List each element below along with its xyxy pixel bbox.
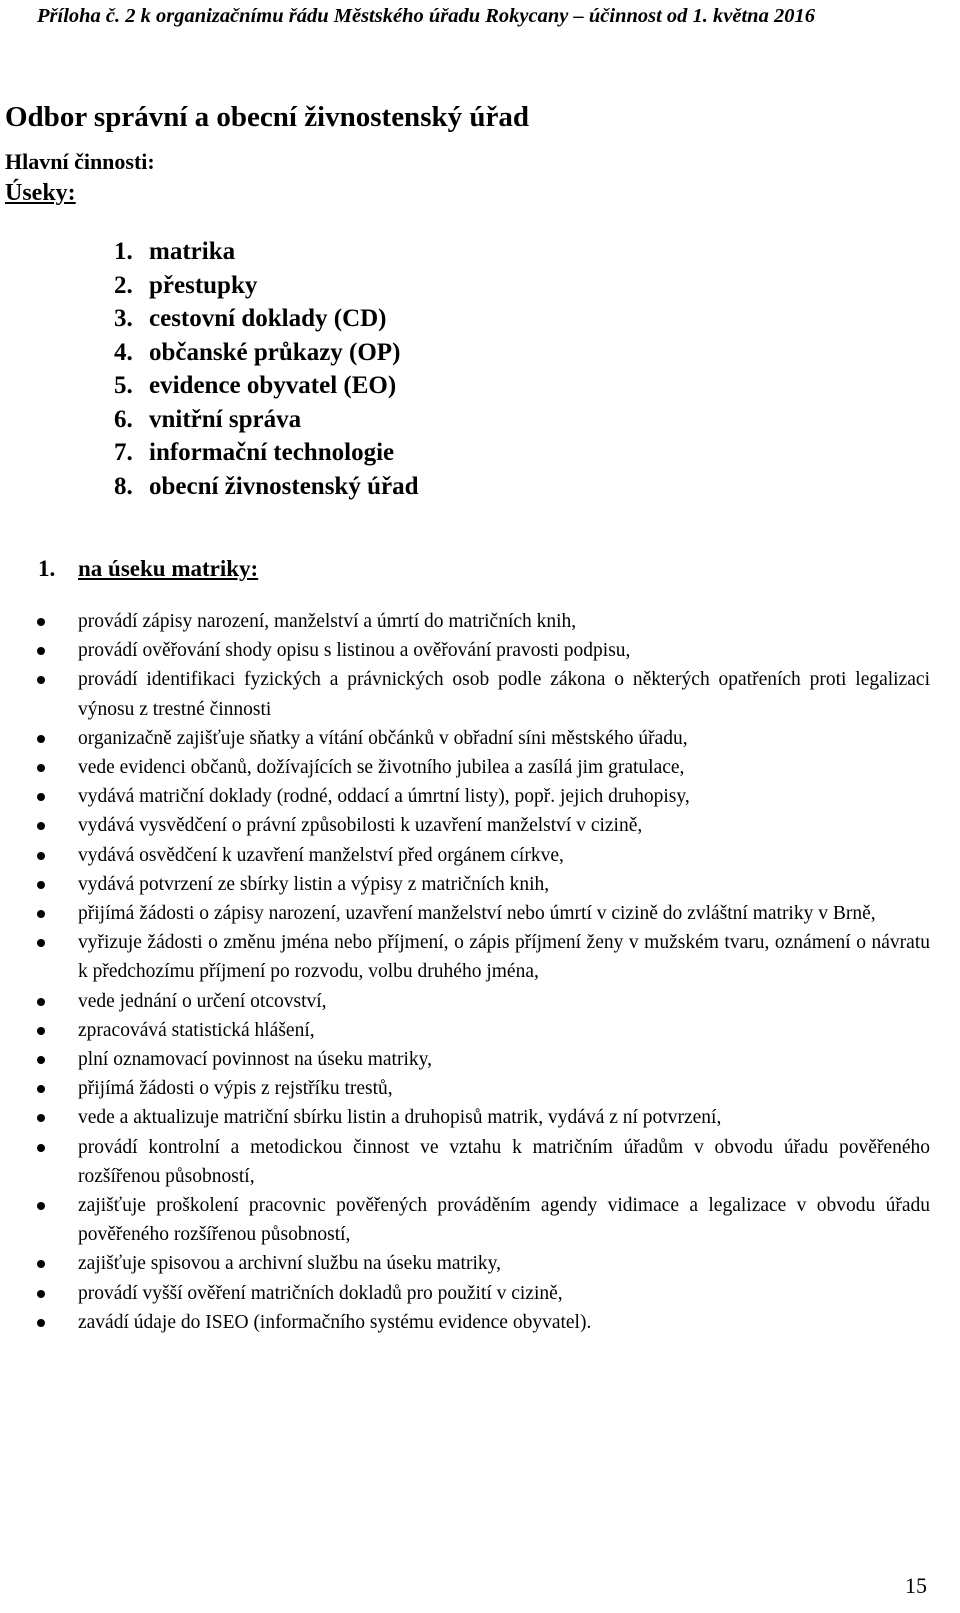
bullet-icon [37, 822, 45, 830]
section-label: obecní živnostenský úřad [149, 472, 419, 500]
duty-item [0, 811, 930, 840]
duties-list [0, 607, 930, 1337]
duty-item [0, 753, 930, 782]
subsection-title: na úseku matriky: [78, 556, 259, 581]
section-number: 2. [114, 271, 133, 299]
duty-text: vydává matriční doklady (rodné, oddací a úmrtní listy), popř. jejich druhopisy, [78, 786, 690, 808]
duty-text: zpracovává statistická hlášení, [78, 1019, 315, 1041]
bullet-icon [37, 881, 45, 889]
document-header: Příloha č. 2 k organizačnímu řádu Městského úřadu Rokycany – účinnost od 1. května 2016 [37, 5, 815, 27]
section-number: 5. [114, 372, 133, 399]
section-number: 6. [114, 405, 133, 433]
duty-text: provádí kontrolní a metodickou činnost ve vztahu k matričním úřadům v obvodu úřadu pověřeného rozšířenou působností, [78, 1136, 930, 1187]
bullet-icon [37, 910, 45, 918]
subsection-number: 1. [38, 556, 56, 581]
section-label: vnitřní správa [149, 405, 302, 433]
section-number: 7. [114, 439, 133, 466]
section-item [114, 470, 418, 504]
sections-label: Úseky: [5, 180, 76, 206]
section-label: cestovní doklady (CD) [149, 305, 387, 332]
duty-text: vede evidenci občanů, dožívajících se životního jubilea a zasílá jim gratulace, [78, 757, 685, 779]
section-label: informační technologie [149, 439, 395, 466]
section-number: 4. [114, 338, 133, 366]
section-item [114, 269, 418, 303]
page-title: Odbor správní a obecní živnostenský úřad [5, 101, 529, 133]
bullet-icon [37, 1144, 45, 1152]
duty-item [0, 899, 930, 928]
bullet-icon [37, 1260, 45, 1268]
duty-item [0, 1074, 930, 1103]
bullet-icon [37, 676, 45, 684]
bullet-icon [37, 647, 45, 655]
duty-item [0, 1045, 930, 1074]
duty-item [0, 782, 930, 811]
section-number: 8. [114, 472, 133, 500]
bullet-icon [37, 1027, 45, 1035]
duty-item [0, 1016, 930, 1045]
section-label: občanské průkazy (OP) [149, 338, 401, 366]
section-label: přestupky [149, 271, 258, 299]
duty-text: zajišťuje spisovou a archivní službu na úseku matriky, [78, 1253, 501, 1275]
main-activities-label: Hlavní činnosti: [5, 149, 155, 174]
duty-item [0, 1249, 930, 1278]
section-label: matrika [149, 238, 236, 265]
duty-text: přijímá žádosti o výpis z rejstříku trestů, [78, 1078, 393, 1100]
bullet-icon [37, 1056, 45, 1064]
bullet-icon [37, 735, 45, 743]
duty-text: vede a aktualizuje matriční sbírku listin a druhopisů matrik, vydává z ní potvrzení, [78, 1107, 722, 1129]
duty-item [0, 987, 930, 1016]
duty-item [0, 636, 930, 665]
duty-item [0, 928, 930, 986]
duty-text: zavádí údaje do ISEO (informačního systému evidence obyvatel). [78, 1311, 592, 1333]
bullet-icon [37, 998, 45, 1006]
bullet-icon [37, 1085, 45, 1093]
duty-text: vydává potvrzení ze sbírky listin a výpisy z matričních knih, [78, 873, 550, 895]
duty-item [0, 1133, 930, 1191]
duty-item [0, 665, 930, 723]
section-item [114, 403, 418, 437]
duty-text: zajišťuje proškolení pracovnic pověřených prováděním agendy vidimace a legalizace v obvodu úřadu pověřeného rozšířenou působností, [78, 1195, 930, 1246]
duty-item [0, 870, 930, 899]
section-item [114, 369, 418, 403]
bullet-icon [37, 939, 45, 947]
bullet-icon [37, 1290, 45, 1298]
subsection-heading [38, 555, 258, 583]
duty-item [0, 1191, 930, 1249]
duty-text: provádí ověřování shody opisu s listinou a ověřování pravosti podpisu, [78, 640, 631, 662]
duty-text: vede jednání o určení otcovství, [78, 990, 327, 1012]
section-item [114, 336, 418, 370]
duty-text: provádí identifikaci fyzických a právnických osob podle zákona o některých opatřeních proti legalizaci výnosu z trestné činnosti [78, 669, 930, 720]
duty-item [0, 1103, 930, 1132]
duty-item [0, 724, 930, 753]
duty-item [0, 841, 930, 870]
duty-text: provádí vyšší ověření matričních dokladů pro použití v cizině, [78, 1282, 563, 1304]
duty-text: vydává osvědčení k uzavření manželství před orgánem církve, [78, 844, 564, 866]
bullet-icon [37, 1202, 45, 1210]
sections-list [114, 235, 418, 503]
duty-text: plní oznamovací povinnost na úseku matriky, [78, 1049, 432, 1071]
duty-text: přijímá žádosti o zápisy narození, uzavření manželství nebo úmrtí v cizině do zvláštní matriky v Brně, [78, 903, 876, 925]
page-number: 15 [905, 1573, 927, 1598]
bullet-icon [37, 1319, 45, 1327]
section-label: evidence obyvatel (EO) [149, 372, 397, 399]
section-number: 1. [114, 238, 133, 265]
section-item [114, 235, 418, 269]
duty-text: vydává vysvědčení o právní způsobilosti k uzavření manželství v cizině, [78, 815, 643, 837]
bullet-icon [37, 618, 45, 626]
section-item [114, 436, 418, 470]
bullet-icon [37, 764, 45, 772]
duty-text: organizačně zajišťuje sňatky a vítání občánků v obřadní síni městského úřadu, [78, 727, 688, 749]
section-number: 3. [114, 305, 133, 332]
bullet-icon [37, 1114, 45, 1122]
duty-item [0, 1279, 930, 1308]
bullet-icon [37, 852, 45, 860]
bullet-icon [37, 793, 45, 801]
section-item [114, 302, 418, 336]
duty-item [0, 1308, 930, 1337]
duty-text: vyřizuje žádosti o změnu jména nebo příjmení, o zápis příjmení ženy v mužském tvaru, oznámení o návratu k předchozímu příjmení po rozvodu, volbu druhého jména, [78, 932, 930, 983]
duty-text: provádí zápisy narození, manželství a úmrtí do matričních knih, [78, 611, 577, 632]
duty-item [0, 607, 930, 636]
